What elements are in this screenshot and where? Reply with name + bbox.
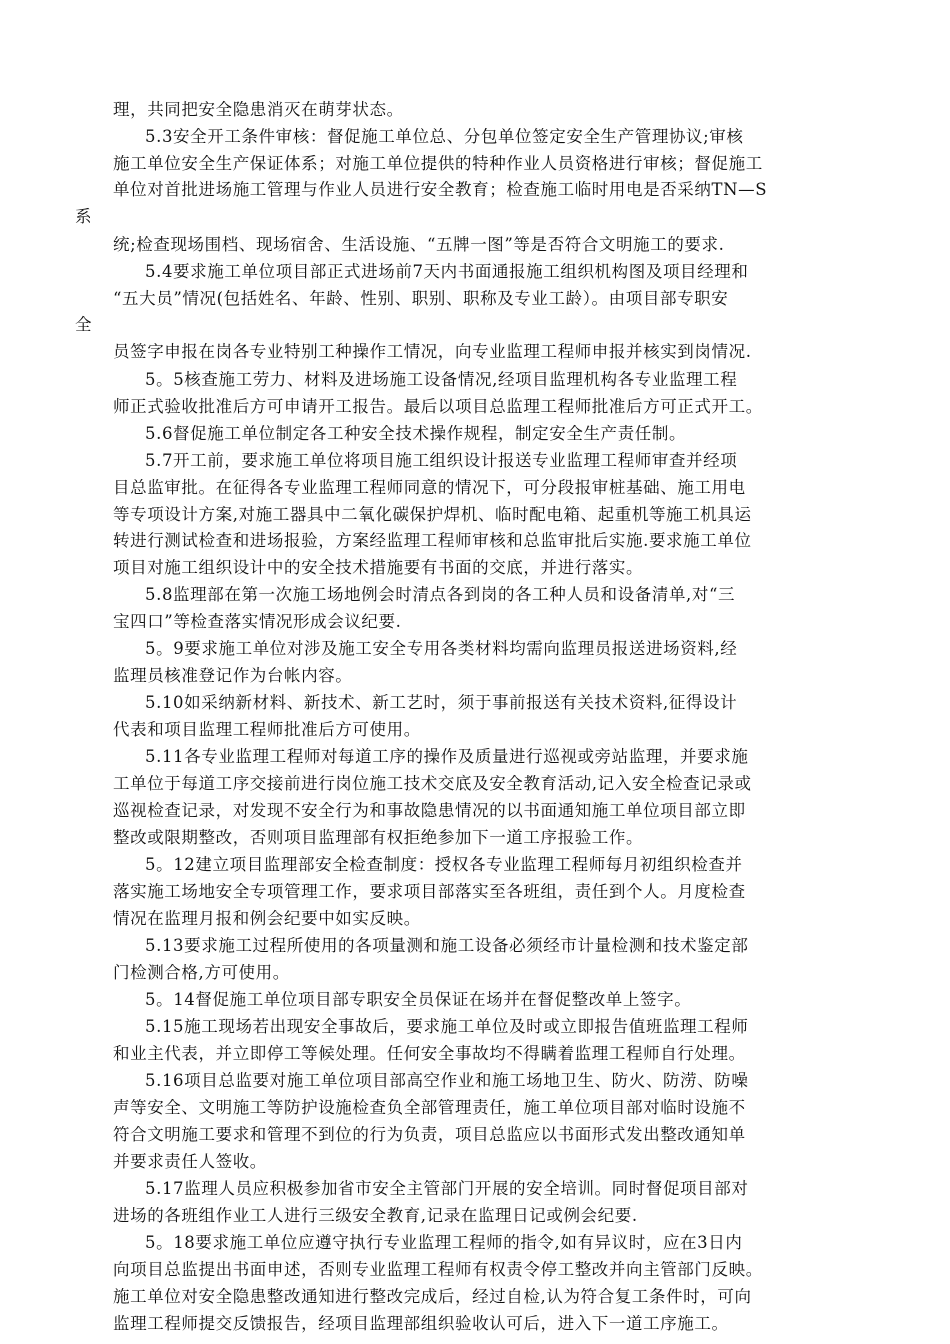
text-line: 5.13要求施工过程所使用的各项量测和施工设备必须经市计量检测和技术鉴定部 [145,936,749,955]
text-line: 转进行测试检查和进场报验，方案经监理工程师审核和总监审批后实施.要求施工单位 [113,531,752,550]
text-line: 整改或限期整改，否则项目监理部有权拒绝参加下一道工序报验工作。 [113,828,644,847]
text-line: 门检测合格,方可使用。 [113,963,290,982]
text-line: 和业主代表，并立即停工等候处理。任何安全事故均不得瞒着监理工程师自行处理。 [113,1044,746,1063]
text-line: 5。18要求施工单位应遵守执行专业监理工程师的指令,如有异议时，应在3日内 [145,1233,743,1252]
text-line: 5.11各专业监理工程师对每道工序的操作及质量进行巡视或旁站监理，并要求施 [145,747,749,766]
text-line: 5.8监理部在第一次施工场地例会时清点各到岗的各工种人员和设备清单,对“三 [145,585,736,604]
text-line: 巡视检查记录，对发现不安全行为和事故隐患情况的以书面通知施工单位项目部立即 [113,801,746,820]
text-line: 全 [75,315,93,334]
text-line: 5.7开工前，要求施工单位将项目施工组织设计报送专业监理工程师审查并经项 [145,451,738,470]
text-line: 并要求责任人签收。 [113,1152,267,1171]
text-line: 5.17监理人员应积极参加省市安全主管部门开展的安全培训。同时督促项目部对 [145,1179,749,1198]
text-line: 进场的各班组作业工人进行三级安全教育,记录在监理日记或例会纪要. [113,1206,638,1225]
text-line: 声等安全、文明施工等防护设施检查负全部管理责任，施工单位项目部对临时设施不 [113,1098,746,1117]
text-line: 工单位于每道工序交接前进行岗位施工技术交底及安全教育活动,记入安全检查记录或 [113,774,752,793]
text-line: 宝四口”等检查落实情况形成会议纪要. [113,612,402,631]
text-line: 5.6督促施工单位制定各工种安全技术操作规程，制定安全生产责任制。 [145,424,687,443]
text-line: 理，共同把安全隐患消灭在萌芽状态。 [113,100,404,119]
text-line: 监理员核准登记作为台帐内容。 [113,666,353,685]
text-line: 情况在监理月报和例会纪要中如实反映。 [113,909,421,928]
text-line: 统;检查现场围档、现场宿舍、生活设施、“五牌一图”等是否符合文明施工的要求. [113,235,725,254]
text-line: 向项目总监提出书面申述，否则专业监理工程师有权责令停工整改并向主管部门反映。 [113,1260,763,1279]
text-line: 施工单位对安全隐患整改通知进行整改完成后，经过自检,认为符合复工条件时，可向 [113,1287,752,1306]
text-line: 单位对首批进场施工管理与作业人员进行安全教育；检查施工临时用电是否采纳TN—S [113,180,768,199]
text-line: 目总监审批。在征得各专业监理工程师同意的情况下，可分段报审桩基础、施工用电 [113,478,746,497]
text-line: 5。5核查施工劳力、材料及进场施工设备情况,经项目监理机构各专业监理工程 [145,370,738,389]
text-line: 施工单位安全生产保证体系；对施工单位提供的特种作业人员资格进行审核；督促施工 [113,154,763,173]
text-line: 落实施工场地安全专项管理工作，要求项目部落实至各班组，责任到个人。月度检查 [113,882,746,901]
text-line: 项目对施工组织设计中的安全技术措施要有书面的交底，并进行落实。 [113,558,644,577]
text-line: 等专项设计方案,对施工器具中二氧化碳保护焊机、临时配电箱、起重机等施工机具运 [113,505,752,524]
text-line: 员签字申报在岗各专业特别工种操作工情况，向专业监理工程师申报并核实到岗情况. [113,342,752,361]
text-line: 5。12建立项目监理部安全检查制度：授权各专业监理工程师每月初组织检查并 [145,855,743,874]
text-line: 符合文明施工要求和管理不到位的行为负责，项目总监应以书面形式发出整改通知单 [113,1125,746,1144]
text-line: 系 [75,207,93,226]
text-line: 监理工程师提交反馈报告，经项目监理部组织验收认可后，进入下一道工序施工。 [113,1314,729,1333]
text-line: 5。9要求施工单位对涉及施工安全专用各类材料均需向监理员报送进场资料,经 [145,639,738,658]
text-line: 代表和项目监理工程师批准后方可使用。 [113,720,421,739]
text-line: 5.3安全开工条件审核：督促施工单位总、分包单位签定安全生产管理协议;审核 [145,127,744,146]
text-line: 5.16项目总监要对施工单位项目部高空作业和施工场地卫生、防火、防涝、防噪 [145,1071,749,1090]
text-line: 5.15施工现场若出现安全事故后，要求施工单位及时或立即报告值班监理工程师 [145,1017,749,1036]
text-line: 5.4要求施工单位项目部正式进场前7天内书面通报施工组织机构图及项目经理和 [145,262,749,281]
text-line: 师正式验收批准后方可申请开工报告。最后以项目总监理工程师批准后方可正式开工。 [113,397,763,416]
text-line: 5。14督促施工单位项目部专职安全员保证在场并在督促整改单上签字。 [145,990,692,1009]
text-line: “五大员”情况(包括姓名、年龄、性别、职别、职称及专业工龄）。由项目部专职安 [113,289,729,308]
text-line: 5.10如采纳新材料、新技术、新工艺时，须于事前报送有关技术资料,征得设计 [145,693,738,712]
